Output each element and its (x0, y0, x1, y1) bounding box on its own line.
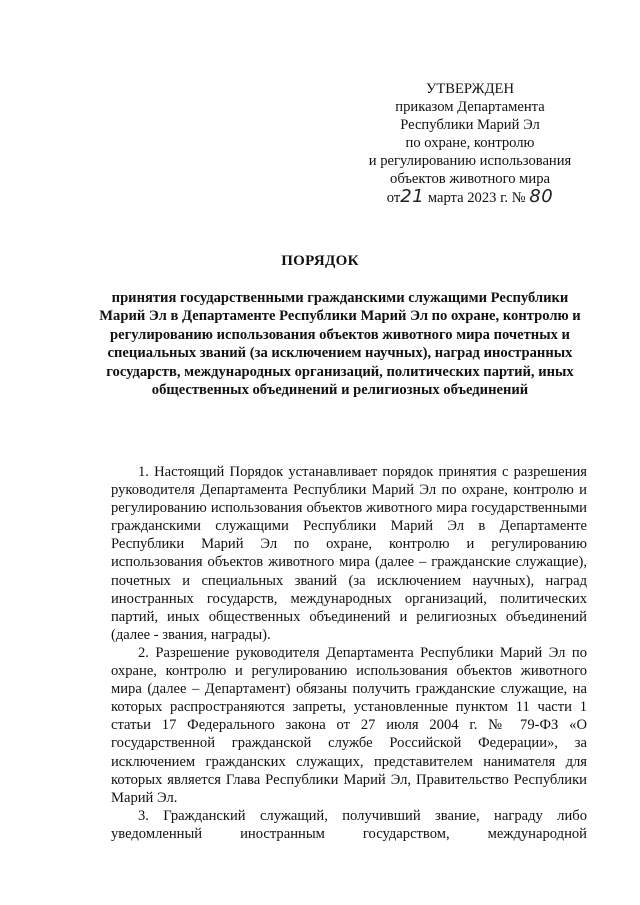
paragraph-3: 3. Гражданский служащий, получивший звание, награду либо уведомленный иностранным государством, международной (111, 807, 587, 842)
document-subtitle: принятия государственными гражданскими служащими Республики Марий Эл в Департаменте Республики Марий Эл по охране, контролю и регулированию использования объектов животного мира почетных и специальных званий (за исключением научных), наград иностранных государств, международных организаций, политических партий, иных общественных объединений и религиозных объединений (99, 290, 581, 399)
approval-date-line (340, 188, 600, 207)
approval-line: и регулированию использования (368, 153, 572, 169)
approval-line: приказом Департамента (395, 99, 545, 115)
date-text: марта 2023 г. № (424, 190, 530, 206)
document-title: ПОРЯДОК (281, 253, 359, 269)
paragraph-1: 1. Настоящий Порядок устанавливает порядок принятия с разрешения руководителя Департамента Республики Марий Эл по охране, контролю и регулированию использования объектов животного мира государственными гражданскими служащими Республики Марий Эл в Департаменте Республики Марий Эл по охране, контролю и регулированию использования объектов животного мира (далее – гражданские служащие), почетных и специальных званий (за исключением научных), наград иностранных государств, международных организаций, политических партий, иных общественных объединений и религиозных объединений (далее - звания, награды). (111, 464, 587, 643)
handwritten-day: 21 (400, 186, 425, 207)
paragraph-2: 2. Разрешение руководителя Департамента Республики Марий Эл по охране, контролю и регулированию использования объектов животного мира (далее – Департамент) обязаны получить гражданские служащие, на которых распространяются запреты, установленные пунктом 11 части 1 статьи 17 Федерального закона от 27 июля 2004 г. № 79-ФЗ «О государственной гражданской службе Российской Федерации», за исключением гражданских служащих, представителем нанимателя для которых является Глава Республики Марий Эл, Правительство Республики Марий Эл. (111, 644, 587, 806)
approval-line: Республики Марий Эл (400, 117, 540, 133)
handwritten-number: 80 (529, 186, 554, 207)
approval-heading: УТВЕРЖДЕН (426, 81, 514, 97)
document-body (111, 463, 587, 843)
approval-block (340, 80, 600, 207)
date-prefix: от (386, 190, 401, 206)
approval-line: по охране, контролю (405, 135, 535, 151)
approval-line: объектов животного мира (390, 171, 550, 187)
